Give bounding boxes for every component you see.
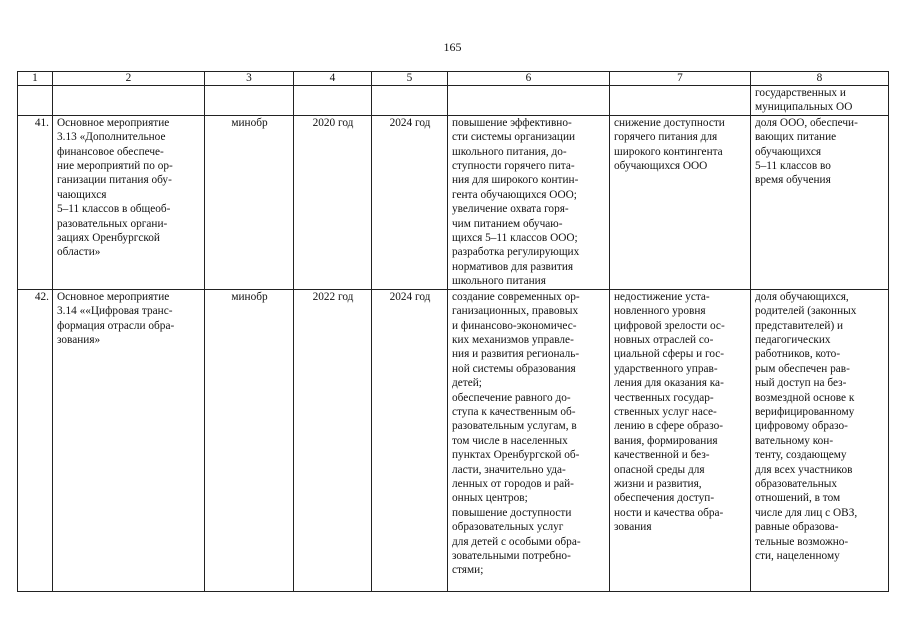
- end-year-cell: 2024 год: [372, 289, 448, 591]
- column-header: 4: [294, 72, 372, 86]
- empty-cell: [372, 86, 448, 116]
- event-text: Основное мероприятие 3.13 «Дополнительное финансовое обеспече- ние мероприятий по ор- ганизации питания обу- чающихся 5–11 классов в общеоб- разовательных органи- зациях Оренбургской области»: [57, 116, 173, 259]
- start-year-cell: 2020 год: [294, 115, 372, 289]
- end-year-cell: 2024 год: [372, 115, 448, 289]
- page-number: 165: [443, 40, 462, 54]
- document-table: [17, 71, 889, 592]
- empty-cell: [18, 86, 53, 116]
- column-header: 2: [53, 72, 205, 86]
- indicator-cell: [751, 86, 889, 116]
- row-number: 42.: [18, 289, 53, 591]
- table-row: [18, 115, 889, 289]
- indicator-cell: [751, 115, 889, 289]
- empty-cell: [53, 86, 205, 116]
- empty-cell: [448, 86, 610, 116]
- result-cell: [448, 289, 610, 591]
- column-header: 1: [18, 72, 53, 86]
- consequence-cell: [610, 115, 751, 289]
- executor-cell: минобр: [205, 289, 294, 591]
- start-year-cell: 2022 год: [294, 289, 372, 591]
- consequence-text: недостижение уста- новленного уровня цифровой зрелости ос- новных отраслей со- циальной сферы и гос- ударственного управ- ления для оказания ка- чественных государ- ственных услуг насе- лению в сфере образо- вания, формирования качественной и без- опасной среды для жизни и развития, обеспечения доступ- ности и качества обра- зования: [614, 290, 725, 534]
- row-number: 41.: [18, 115, 53, 289]
- event-cell: [53, 115, 205, 289]
- empty-cell: [294, 86, 372, 116]
- column-header: 5: [372, 72, 448, 86]
- event-text: Основное мероприятие 3.14 ««Цифровая транс- формация отрасли обра- зования»: [57, 290, 175, 346]
- empty-cell: [205, 86, 294, 116]
- empty-cell: [610, 86, 751, 116]
- result-cell: [448, 115, 610, 289]
- column-header: 3: [205, 72, 294, 86]
- column-header: 6: [448, 72, 610, 86]
- indicator-text: государственных и муниципальных ОО: [755, 87, 853, 114]
- executor-cell: минобр: [205, 115, 294, 289]
- column-number-row: [18, 72, 889, 86]
- result-text: повышение эффективно- сти системы организации школьного питания, до- ступности горячего пита- ния для широкого контин- гента обучающихся ООО; увеличение охвата горя- чим питанием обучаю- щихся 5–11 классов ООО; разработка регулирующих нормативов для развития школьного питания: [452, 116, 580, 288]
- table-row: [18, 289, 889, 591]
- indicator-text: доля обучающихся, родителей (законных представителей) и педагогических работников, кото- рым обеспечен рав- ный доступ на без- возмездной основе к верифицированному цифровому образо- вательному кон- тенту, создающему для всех участников образовательных отношений, в том числе для лиц с ОВЗ, равные образова- тельные возможно- сти, нацеленному: [755, 290, 858, 562]
- result-text: создание современных ор- ганизационных, правовых и финансово-экономичес- ких механизмов управле- ния и развития региональ- ной системы образования детей; обеспечение равного до- ступа к качественным об- разовательным услугам, в том числе в населенных пунктах Оренбургской об- ласти, значительно уда- ленных от городов и рай- онных центров; повышение доступности образовательных услуг для детей с особыми обра- зовательными потребно- стями;: [452, 290, 581, 577]
- column-header: 8: [751, 72, 889, 86]
- column-header: 7: [610, 72, 751, 86]
- continuation-row: [18, 86, 889, 116]
- indicator-cell: [751, 289, 889, 591]
- event-cell: [53, 289, 205, 591]
- consequence-cell: [610, 289, 751, 591]
- indicator-text: доля ООО, обеспечи- вающих питание обучающихся 5–11 классов во время обучения: [755, 116, 858, 187]
- consequence-text: снижение доступности горячего питания для широкого контингента обучающихся ООО: [614, 116, 725, 173]
